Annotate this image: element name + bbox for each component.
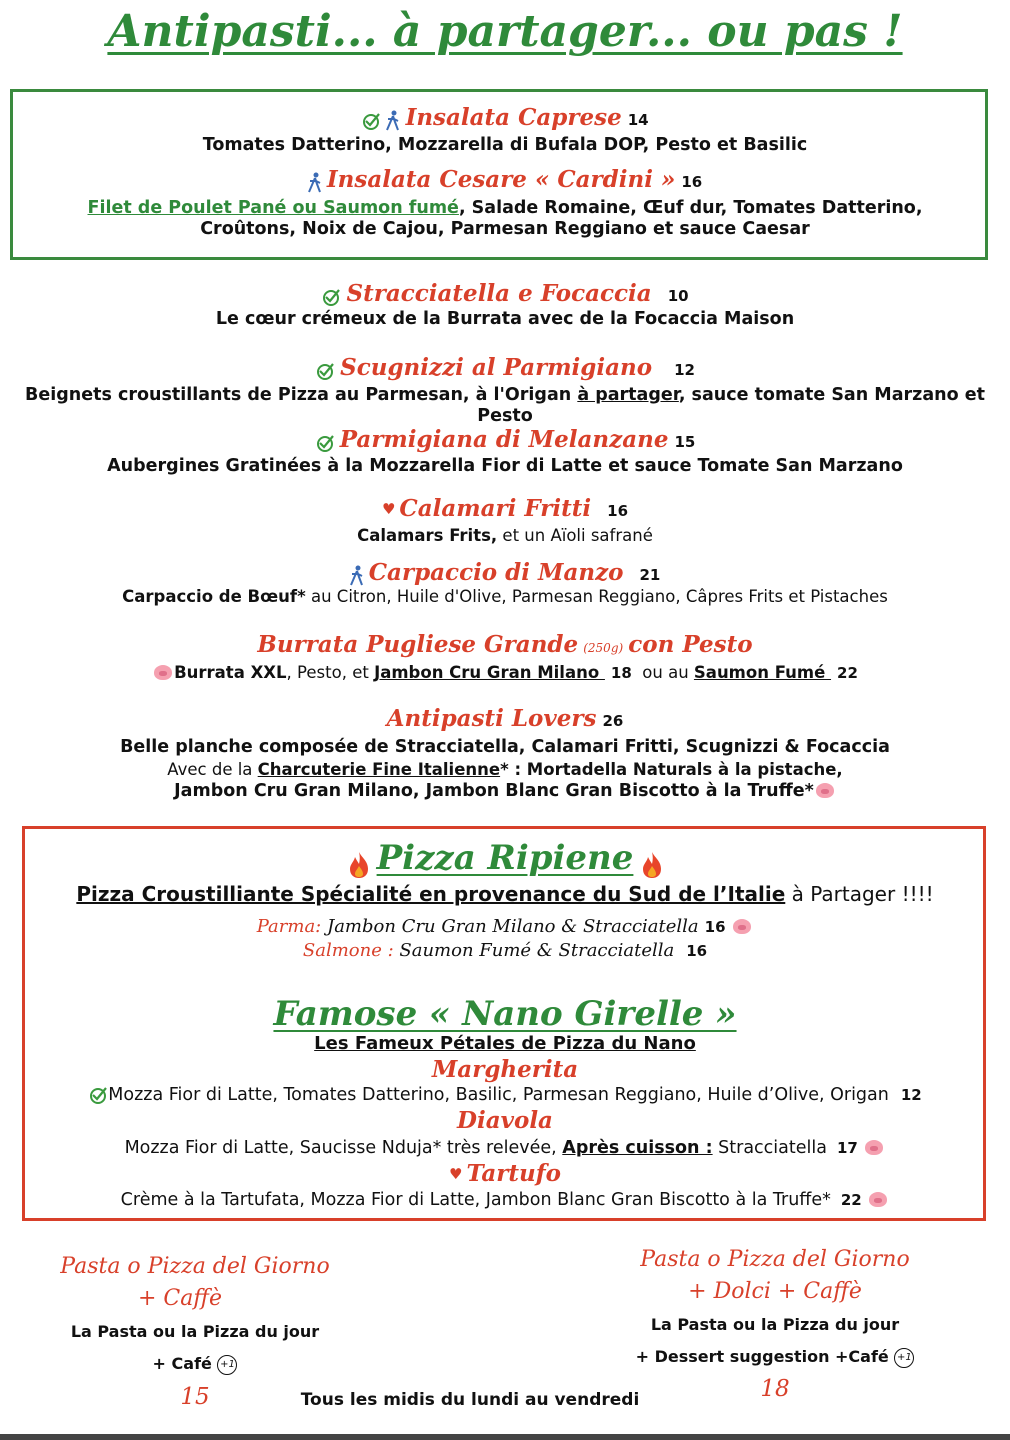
flame-icon (346, 850, 372, 880)
girelle-title: Famose « Nano Girelle » (273, 994, 737, 1034)
dish-stracciatella (0, 280, 1010, 307)
formula-line1: La Pasta ou la Pizza du jour (70, 1322, 320, 1341)
pizza-tartufo-name: ♥ Tartufo (449, 1160, 561, 1187)
formula-title: Pasta o Pizza del Giorno (60, 1254, 330, 1279)
dish-name: Calamari Fritti (399, 495, 592, 522)
heart-icon: ♥ (449, 1165, 463, 1183)
pizza-margherita-desc: Mozza Fior di Latte, Tomates Datterino, Basilic, Parmesan Reggiano, Huile d’Olive, Origan 12 (0, 1085, 1010, 1105)
dish-name: Scugnizzi al Parmigiano (340, 354, 653, 381)
dish-parmigiana (0, 426, 1010, 453)
ripiene-parma: Parma: Jambon Cru Gran Milano & Stracciatella 16 (0, 916, 1010, 937)
formula-line2: + Café +1 (40, 1354, 350, 1375)
dish-carpaccio (0, 559, 1010, 587)
dish-burrata (0, 631, 1010, 658)
pizza-margherita-name: Margherita (431, 1056, 579, 1083)
dish-desc-line1: Belle planche composée de Stracciatella, Calamari Fritti, Scugnizzi & Focaccia (120, 737, 890, 757)
dish-price: 21 (639, 566, 661, 584)
dish-name-end: con Pesto (628, 631, 753, 658)
dish-name: Stracciatella e Focaccia (346, 280, 652, 307)
ripiene-title: Pizza Ripiene (0, 838, 1010, 880)
pig-icon (865, 1140, 883, 1155)
dish-desc: Carpaccio de Bœuf* au Citron, Huile d'Olive, Parmesan Reggiano, Câpres Frits et Pistaches (122, 587, 888, 606)
dish-name: Burrata Pugliese Grande (257, 631, 579, 658)
dish-price: 16 (607, 502, 629, 520)
dish-desc: Filet de Poulet Pané ou Saumon fumé, Salade Romaine, Œuf dur, Tomates Datterino, (87, 198, 923, 218)
check-leaf-icon (315, 361, 335, 381)
dish-caprese (0, 104, 1010, 132)
dish-name: Antipasti Lovers (386, 705, 597, 732)
dish-price: 12 (674, 361, 695, 379)
dish-price: 26 (602, 712, 624, 730)
dish-desc-line2: Avec de la Charcuterie Fine Italienne* : Mortadella Naturals à la pistache, (167, 760, 843, 779)
dish-desc-line2: Croûtons, Noix de Cajou, Parmesan Reggiano et sauce Caesar (200, 219, 810, 239)
flame-icon (639, 850, 665, 880)
pig-icon (154, 665, 172, 680)
dish-name: Insalata Cesare « Cardini » (326, 166, 676, 193)
plus-one-badge: +1 (894, 1348, 914, 1368)
dish-desc: Calamars Frits, et un Aïoli safrané (357, 526, 653, 545)
person-icon (386, 110, 400, 132)
dish-cesare (0, 166, 1010, 194)
page-title: Antipasti... à partager... ou pas ! (107, 6, 903, 57)
formula-price: 18 (760, 1376, 790, 1402)
dish-price: 10 (667, 287, 689, 305)
person-icon (308, 172, 322, 194)
dish-desc-line3: Jambon Cru Gran Milano, Jambon Blanc Gran Biscotto à la Truffe* (0, 781, 1010, 802)
girelle-subtitle: Les Fameux Pétales de Pizza du Nano (314, 1033, 696, 1054)
pig-icon (869, 1192, 887, 1207)
footer-note: Tous les midis du lundi au vendredi (300, 1390, 640, 1410)
formula-title: Pasta o Pizza del Giorno (640, 1247, 910, 1272)
pizza-diavola-desc: Mozza Fior di Latte, Saucisse Nduja* très relevée, Après cuisson : Stracciatella 17 (0, 1138, 1010, 1158)
dish-desc: Burrata XXL, Pesto, et Jambon Cru Gran Milano 18 ou au Saumon Fumé 22 (0, 662, 1010, 684)
dish-scugnizzi (0, 354, 1010, 381)
dish-desc: Beignets croustillants de Pizza au Parmesan, à l'Origan à partager, sauce tomate San Marzano et Pesto (25, 385, 985, 426)
pizza-diavola-name: Diavola (457, 1107, 553, 1134)
heart-icon: ♥ (381, 500, 396, 518)
plus-one-badge: +1 (217, 1355, 237, 1375)
pizza-tartufo-desc: Crème à la Tartufata, Mozza Fior di Latte, Jambon Blanc Gran Biscotto à la Truffe* 22 (0, 1190, 1010, 1210)
formula-title-line2: + Caffè (138, 1286, 222, 1311)
formula-left (40, 1254, 350, 1279)
check-leaf-icon (315, 433, 335, 453)
dish-name: Parmigiana di Melanzane (339, 426, 669, 453)
dish-name: Insalata Caprese (405, 104, 622, 131)
dish-lovers (0, 705, 1010, 732)
formula-price: 15 (180, 1384, 210, 1410)
dish-desc: Le cœur crémeux de la Burrata avec de la Focaccia Maison (215, 309, 795, 329)
dish-price: 14 (627, 111, 649, 129)
bottom-edge (0, 1434, 1010, 1440)
check-leaf-icon (321, 287, 341, 307)
check-leaf-icon (88, 1085, 108, 1105)
formula-line2: + Dessert suggestion +Café +1 (610, 1347, 940, 1368)
dish-desc: Tomates Datterino, Mozzarella di Bufala DOP, Pesto et Basilic (202, 135, 808, 155)
desc-link: Filet de Poulet Pané ou Saumon fumé (87, 198, 459, 218)
ripiene-subtitle: Pizza Croustilliante Spécialité en provenance du Sud de l’Italie à Partager !!!! (76, 882, 934, 906)
dish-weight: (250g) (583, 641, 624, 655)
dish-calamari (0, 495, 1010, 522)
formula-title-line2: + Dolci + Caffè (688, 1279, 862, 1304)
pig-icon (816, 783, 834, 798)
check-leaf-icon (361, 111, 381, 131)
dish-price: 15 (674, 433, 696, 451)
person-icon (350, 565, 364, 587)
dish-desc: Aubergines Gratinées à la Mozzarella Fior di Latte et sauce Tomate San Marzano (107, 456, 903, 476)
ripiene-salmone: Salmone : Saumon Fumé & Stracciatella 16 (302, 940, 708, 961)
formula-line1: La Pasta ou la Pizza du jour (650, 1315, 900, 1334)
pig-icon (733, 919, 751, 934)
dish-price: 16 (681, 173, 703, 191)
dish-name: Carpaccio di Manzo (368, 559, 624, 586)
